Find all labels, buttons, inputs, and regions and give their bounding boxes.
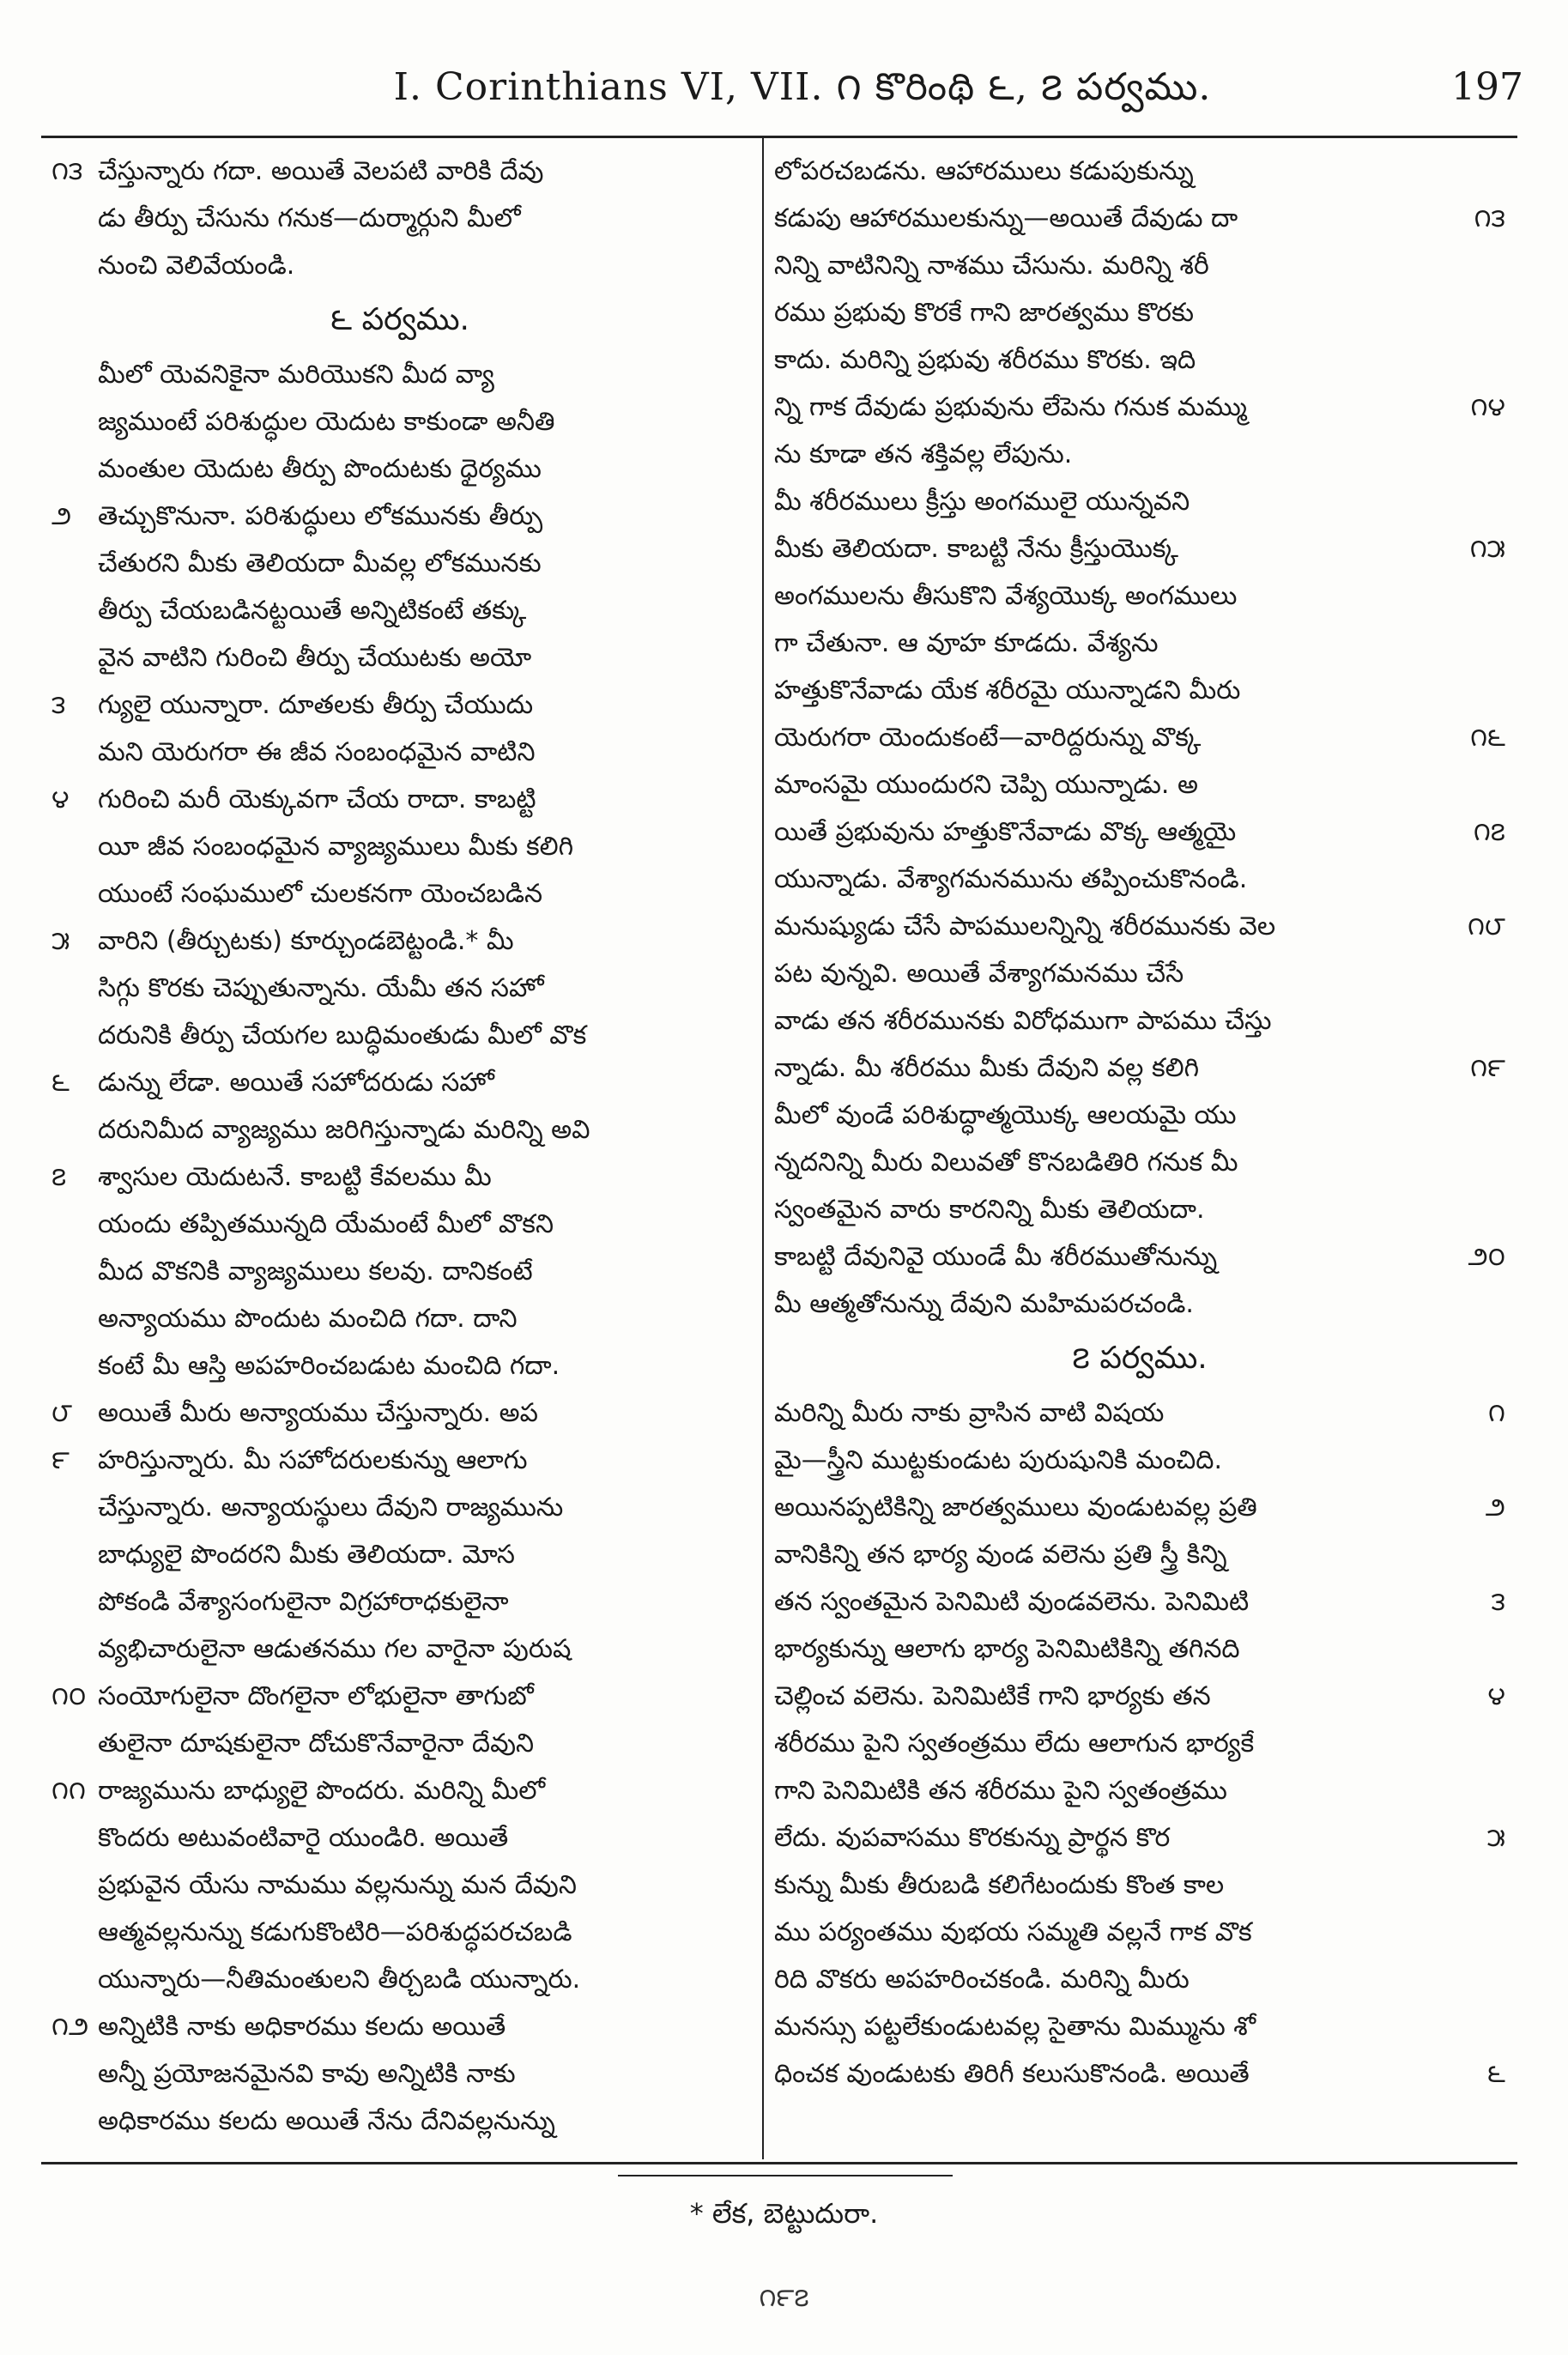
text-line (51, 1673, 748, 1720)
text-line (51, 195, 748, 242)
verse-number: ౮ (51, 1398, 73, 1428)
line-text: చేస్తున్నారు గదా. అయితే వెలపటి వారికి దేవు (98, 156, 544, 186)
verse-number: ౧ (1488, 1398, 1505, 1428)
text-line (774, 1625, 1505, 1673)
text-line (51, 1012, 748, 1059)
line-text: యితే ప్రభువును హత్తుకొనేవాడు వొక్క ఆత్మయై (774, 817, 1237, 847)
right-column (774, 148, 1505, 2147)
text-line (51, 1059, 748, 1106)
text-line (51, 493, 748, 540)
verse-number: ౧౫ (1469, 534, 1505, 564)
line-text: నిన్ని వాటినిన్ని నాశము చేసును. మరిన్ని శరీ (774, 251, 1209, 281)
verse-number: ౬ (51, 1068, 70, 1098)
printer-signature: ౧౯౭ (759, 2283, 809, 2313)
verse-number: ౧౧ (51, 1776, 86, 1806)
line-text: హత్తుకొనేవాడు యేక శరీరమై యున్నాడని మీరు (774, 675, 1241, 705)
text-line (774, 1909, 1505, 1956)
text-line (51, 351, 748, 398)
line-text: శరీరము పైని స్వతంత్రము లేదు ఆలాగున భార్యకే (774, 1728, 1255, 1759)
line-text: అంగములను తీసుకొని వేశ్యయొక్క అంగములు (774, 581, 1238, 611)
text-line (51, 1201, 748, 1248)
text-line (774, 1673, 1505, 1720)
line-text: కున్ను మీకు తీరుబడి కలిగేటందుకు కొంత కాల (774, 1870, 1225, 1900)
line-text: తన స్వంతమైన పెనిమిటి వుండవలెను. పెనిమిటి (774, 1587, 1250, 1617)
text-line (774, 525, 1505, 572)
text-line (51, 148, 748, 195)
line-text: కొందరు అటువంటివారై యుండిరి. అయితే (98, 1823, 509, 1853)
text-line (774, 1389, 1505, 1437)
verse-number: ౫ (1486, 1823, 1505, 1853)
text-line (774, 384, 1505, 431)
line-text: తీర్పు చేయబడినట్టయితే అన్నిటికంటే తక్కు (98, 596, 527, 626)
line-text: యున్నాడు. వేశ్యాగమనమును తప్పించుకొనండి. (774, 864, 1248, 894)
text-line (51, 1531, 748, 1578)
text-line (51, 2098, 748, 2145)
line-text: జ్యముంటే పరిశుద్ధుల యెదుట కాకుండా అనీతి (98, 407, 555, 437)
verse-number: ౯ (51, 1445, 70, 1475)
line-text: తెచ్చుకొనునా. పరిశుద్ధులు లోకమునకు తీర్పు (98, 501, 543, 531)
line-text: అన్నీ ప్రయోజనమైనవి కావు అన్నిటికి నాకు (98, 2059, 516, 2089)
verse-number: ౧౮ (1467, 911, 1505, 941)
text-line (774, 195, 1505, 242)
line-text: చేతురని మీకు తెలియదా మీవల్ల లోకమునకు (98, 548, 542, 578)
text-line (51, 1484, 748, 1531)
line-text: మీలో యెవనికైనా మరియొకని మీద వ్యా (98, 360, 494, 390)
text-line (774, 808, 1505, 856)
line-text: యుంటే సంఘములో చులకనగా యెంచబడిన (98, 879, 543, 909)
verse-number: ౧౦ (51, 1681, 87, 1711)
text-line (51, 965, 748, 1012)
footnote: * లేక, బెట్టుదురా. (689, 2197, 879, 2230)
line-text: రము ప్రభువు కొరకే గాని జారత్వము కొరకు (774, 298, 1194, 328)
text-line (774, 1139, 1505, 1186)
verse-number: ౪ (1487, 1681, 1505, 1711)
text-line (774, 1437, 1505, 1484)
text-line (774, 336, 1505, 384)
text-line (774, 667, 1505, 714)
text-line (774, 2050, 1505, 2098)
line-text: రాజ్యమును బాధ్యులై పొందరు. మరిన్ని మీలో (98, 1776, 546, 1806)
verse-number: ౩ (51, 690, 66, 720)
verse-number: ౪ (51, 784, 70, 814)
line-text: కాబట్టి దేవునివై యుండే మీ శరీరముతోనున్ను (774, 1242, 1218, 1272)
text-line (774, 620, 1505, 667)
verse-number: ౧౪ (1470, 392, 1505, 422)
text-line (51, 587, 748, 634)
line-text: అన్నిటికి నాకు అధికారము కలదు అయితే (98, 2012, 506, 2042)
line-text: ము పర్యంతము వుభయ సమ్మతి వల్లనే గాక వొక (774, 1917, 1252, 1947)
line-text: న్నాడు. మీ శరీరము మీకు దేవుని వల్ల కలిగి (774, 1053, 1200, 1083)
text-line (51, 823, 748, 870)
text-line (774, 714, 1505, 761)
text-line (774, 1531, 1505, 1578)
page-number: 197 (1451, 65, 1523, 109)
text-line (51, 398, 748, 445)
chapter-heading: ౭ పర్వము. (1072, 1341, 1208, 1376)
line-text: ప్రభువైన యేసు నామము వల్లనున్ను మన దేవుని (98, 1870, 577, 1900)
line-text: దరునిమీద వ్యాజ్యము జరిగిస్తున్నాడు మరిన్ని అవి (98, 1115, 590, 1145)
verse-number: ౩ (1491, 1587, 1505, 1617)
verse-number: ౧౨ (51, 2012, 89, 2042)
chapter-heading: ౬ పర్వము. (330, 302, 469, 337)
text-line (774, 572, 1505, 620)
line-text: మనుష్యుడు చేసే పాపములన్నిన్ని శరీరమునకు వెల (774, 911, 1276, 941)
verse-number: ౧౩ (51, 156, 83, 186)
text-line (774, 950, 1505, 997)
line-text: మనస్సు పట్టలేకుండుటవల్ల సైతాను మిమ్మును శో (774, 2012, 1256, 2042)
line-text: అయితే మీరు అన్యాయము చేస్తున్నారు. అప (98, 1398, 539, 1428)
text-line (774, 1862, 1505, 1909)
text-line (774, 1814, 1505, 1862)
text-line (774, 1720, 1505, 1767)
line-text: చేస్తున్నారు. అన్యాయస్థులు దేవుని రాజ్యమును (98, 1492, 564, 1523)
line-text: బాధ్యులై పొందరని మీకు తెలియదా. మోస (98, 1540, 515, 1570)
verse-number: ౭ (51, 1162, 67, 1192)
text-line (51, 1578, 748, 1625)
line-text: కాదు. మరిన్ని ప్రభువు శరీరము కొరకు. ఇది (774, 345, 1196, 375)
line-text: అన్యాయము పొందుట మంచిది గదా. దాని (98, 1304, 518, 1334)
text-line (774, 2003, 1505, 2050)
text-line (51, 540, 748, 587)
column-divider (762, 136, 764, 2159)
running-title: I. Corinthians VI, VII. ౧ కొరింథి ౬, ౭ పర్వము. (393, 65, 1212, 109)
text-line (51, 1295, 748, 1342)
text-line (51, 870, 748, 917)
text-line (51, 917, 748, 965)
line-text: గురించి మరీ యెక్కువగా చేయ రాదా. కాబట్టి (98, 784, 536, 814)
line-text: మంతుల యెదుట తీర్పు పొందుటకు ధైర్యము (98, 454, 542, 484)
line-text: యందు తప్పితమున్నది యేమంటే మీలో వొకని (98, 1209, 554, 1239)
line-text: రిది వొకరు అపహరించకండి. మరిన్ని మీరు (774, 1965, 1190, 1995)
verse-number: ౧౯ (1470, 1053, 1505, 1083)
line-text: మై—స్త్రీని ముట్టకుండుట పురుషునికి మంచిది. (774, 1445, 1222, 1475)
text-line (774, 1484, 1505, 1531)
text-line (51, 776, 748, 823)
line-text: వైన వాటిని గురించి తీర్పు చేయుటకు అయో (98, 643, 532, 673)
line-text: దరునికి తీర్పు చేయగల బుద్ధిమంతుడు మీలో వొక (98, 1020, 587, 1050)
line-text: ధించక వుండుటకు తిరిగీ కలుసుకొనండి. అయితే (774, 2059, 1250, 2089)
verse-number: ౨ (51, 501, 72, 531)
left-column (51, 148, 748, 2147)
text-line (774, 1280, 1505, 1328)
line-text: గా చేతునా. ఆ వూహ కూడదు. వేశ్యను (774, 628, 1159, 658)
text-line (774, 1233, 1505, 1280)
text-line (774, 148, 1505, 195)
line-text: వాడు తన శరీరమునకు విరోధముగా పాపము చేస్తు (774, 1006, 1272, 1036)
line-text: కడుపు ఆహారములకున్ను—అయితే దేవుడు దా (774, 203, 1238, 233)
line-text: మాంసమై యుందురని చెప్పి యున్నాడు. అ (774, 770, 1198, 800)
text-line (51, 1625, 748, 1673)
line-text: ఆత్మవల్లనున్ను కడుగుకొంటిరి—పరిశుద్ధపరచబడి (98, 1917, 572, 1947)
text-line (51, 1248, 748, 1295)
text-line (774, 1092, 1505, 1139)
text-line (774, 1767, 1505, 1814)
verse-number: ౫ (51, 926, 70, 956)
footnote-rule (618, 2175, 953, 2176)
text-line (774, 856, 1505, 903)
line-text: పోకండి వేశ్యాసంగులైనా విగ్రహారాధకులైనా (98, 1587, 509, 1617)
line-text: వ్యభిచారులైనా ఆడుతనము గల వారైనా పురుష (98, 1634, 572, 1664)
text-line (774, 1186, 1505, 1233)
line-text: భార్యకున్ను ఆలాగు భార్య పెనిమిటికిన్ని తగినది (774, 1634, 1240, 1664)
verse-number: ౧౩ (1474, 203, 1505, 233)
line-text: చెల్లించ వలెను. పెనిమిటికే గాని భార్యకు తన (774, 1681, 1211, 1711)
text-line (51, 1767, 748, 1814)
line-text: మని యెరుగరా ఈ జీవ సంబంధమైన వాటిని (98, 737, 536, 767)
line-text: మీ ఆత్మతోనున్ను దేవుని మహిమపరచండి. (774, 1289, 1194, 1319)
line-text: లేదు. వుపవాసము కొరకున్ను ప్రార్థన కొర (774, 1823, 1171, 1853)
text-line (774, 478, 1505, 525)
line-text: యున్నారు—నీతిమంతులని తీర్చబడి యున్నారు. (98, 1965, 581, 1995)
line-text: వారిని (తీర్చుటకు) కూర్చుండబెట్టండి.* మీ (98, 926, 514, 956)
line-text: లోపరచబడను. ఆహారములు కడుపుకున్ను (774, 156, 1194, 186)
verse-number: ౨ (1485, 1492, 1505, 1523)
line-text: నుంచి వెలివేయండి. (98, 251, 295, 281)
line-text: డు తీర్పు చేసును గనుక—దుర్మార్గుని మీలో (98, 203, 521, 233)
line-text: యెరుగరా యెందుకంటే—వారిద్దరున్ను వొక్క (774, 723, 1202, 753)
text-line (774, 431, 1505, 478)
verse-number: ౧౬ (1470, 723, 1505, 753)
line-text: కంటే మీ ఆస్తి అపహరించబడుట మంచిది గదా. (98, 1351, 560, 1381)
line-text: యీ జీవ సంబంధమైన వ్యాజ్యములు మీకు కలిగి (98, 832, 574, 862)
verse-number: ౧౭ (1473, 817, 1505, 847)
line-text: వానికిన్ని తన భార్య వుండ వలెను ప్రతి స్త్రీ కిన్ని (774, 1540, 1227, 1570)
text-line (51, 445, 748, 493)
verse-number: ౨౦ (1468, 1242, 1505, 1272)
line-text: హరిస్తున్నారు. మీ సహోదరులకున్ను ఆలాగు (98, 1445, 528, 1475)
line-text: తులైనా దూషకులైనా దోచుకొనేవారైనా దేవుని (98, 1728, 535, 1759)
line-text: మీ శరీరములు క్రీస్తు అంగములై యున్నవని (774, 487, 1190, 517)
text-line (774, 289, 1505, 336)
line-text: పట వున్నవి. అయితే వేశ్యాగమనము చేసే (774, 959, 1184, 989)
text-line (774, 1044, 1505, 1092)
text-line (774, 903, 1505, 950)
line-text: గ్యులై యున్నారా. దూతలకు తీర్పు చేయుదు (98, 690, 534, 720)
text-line (51, 1342, 748, 1389)
text-line (774, 1956, 1505, 2003)
line-text: సంయోగులైనా దొంగలైనా లోభులైనా తాగుబో (98, 1681, 534, 1711)
text-line (51, 1909, 748, 1956)
text-line (51, 729, 748, 776)
text-line (51, 1389, 748, 1437)
text-line (774, 1578, 1505, 1625)
page-header (82, 53, 1523, 122)
line-text: స్వంతమైన వారు కారనిన్ని మీకు తెలియదా. (774, 1195, 1205, 1225)
text-line (51, 634, 748, 681)
text-line (51, 681, 748, 729)
line-text: న్ని గాక దేవుడు ప్రభువును లేపెను గనుక మమ్ము (774, 392, 1247, 422)
line-text: శ్వాసుల యెదుటనే. కాబట్టి కేవలము మీ (98, 1162, 492, 1192)
line-text: ను కూడా తన శక్తివల్ల లేపును. (774, 439, 1073, 469)
line-text: డున్ను లేడా. అయితే సహోదరుడు సహో (98, 1068, 494, 1098)
line-text: మీలో వుండే పరిశుద్ధాత్మయొక్క ఆలయమై యు (774, 1100, 1237, 1130)
line-text: అధికారము కలదు అయితే నేను దేనివల్లనున్ను (98, 2106, 555, 2136)
text-line (51, 1153, 748, 1201)
line-text: న్నదనిన్ని మీరు విలువతో కొనబడితిరి గనుక మీ (774, 1147, 1238, 1178)
text-line (51, 1437, 748, 1484)
text-line (774, 997, 1505, 1044)
text-line (51, 1720, 748, 1767)
line-text: అయినప్పటికిన్ని జారత్వములు వుండుటవల్ల ప్రతి (774, 1492, 1257, 1523)
text-line (51, 1106, 748, 1153)
line-text: మీకు తెలియదా. కాబట్టి నేను క్రీస్తుయొక్క (774, 534, 1178, 564)
line-text: మరిన్ని మీరు నాకు వ్రాసిన వాటి విషయ (774, 1398, 1165, 1428)
text-line (774, 242, 1505, 289)
line-text: మీద వొకనికి వ్యాజ్యములు కలవు. దానికంటే (98, 1256, 533, 1286)
text-line (51, 242, 748, 289)
text-line (51, 1956, 748, 2003)
text-line (51, 1862, 748, 1909)
line-text: సిగ్గు కొరకు చెప్పుతున్నాను. యేమీ తన సహో (98, 973, 544, 1003)
text-line (51, 2003, 748, 2050)
text-line (51, 1814, 748, 1862)
verse-number: ౬ (1487, 2059, 1505, 2089)
line-text: గాని పెనిమిటికి తన శరీరము పైని స్వతంత్రము (774, 1776, 1227, 1806)
text-line (774, 761, 1505, 808)
text-line (51, 2050, 748, 2098)
